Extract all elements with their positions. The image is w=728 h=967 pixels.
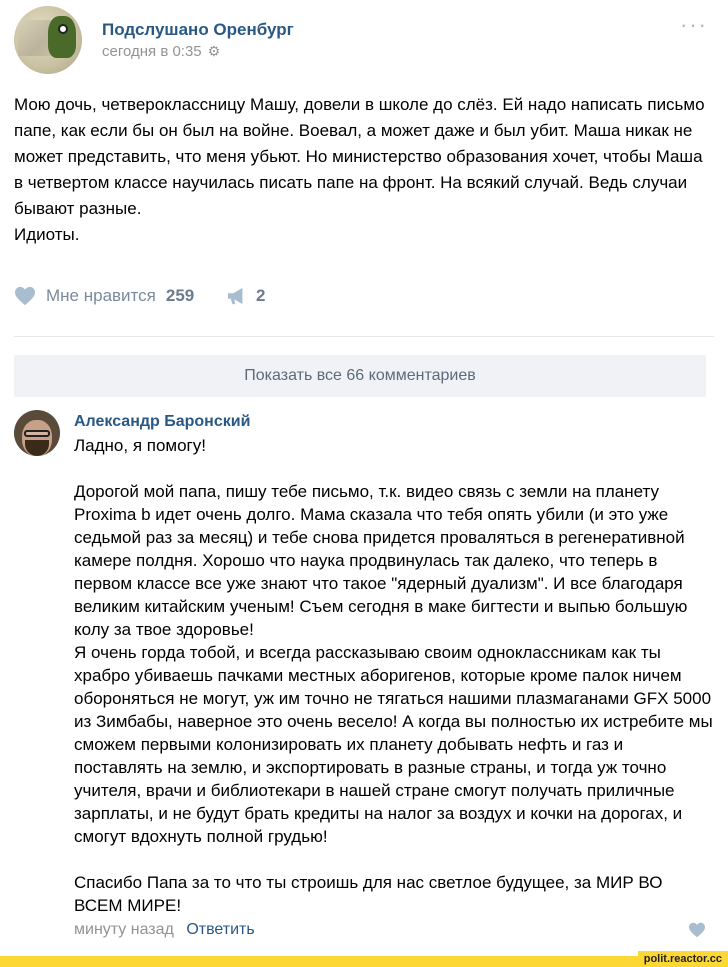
comment-paragraph: Я очень горда тобой, и всегда рассказываю своим одноклассникам как ты храбро убиваешь пачками местных аборигенов, которые кроме палок ничем обороняться не могут, уж им точно не тягаться нашими плазмаганами GFX 5000 из Зимбабы, наверное это очень весело! А когда вы полностью их истребите мы сможем первыми колонизировать их планету добывать нефть и газ и поставлять на землю, и экспортировать в разные страны, и тогда уж точно учителя, врачи и библиотекари в нашей стране смогут получать приличные зарплаты, и не будут брать кредиты на налог за воздух и кочки на дорогах, и смогут вдохнуть полной грудью! bbox=[74, 643, 713, 846]
comment-author-link[interactable]: Александр Баронский bbox=[74, 413, 251, 430]
group-name-link[interactable]: Подслушано Оренбург bbox=[102, 20, 294, 39]
comment-avatar[interactable] bbox=[14, 410, 60, 456]
like-count: 259 bbox=[165, 286, 195, 305]
post-time-text[interactable]: сегодня в 0:35 bbox=[102, 43, 202, 60]
heart-icon[interactable] bbox=[688, 922, 706, 938]
comment-paragraph: Ладно, я помогу! bbox=[74, 436, 206, 455]
comment-paragraph: Спасибо Папа за то что ты строишь для нас светлое будущее, за МИР ВО ВСЕМ МИРЕ! bbox=[74, 873, 663, 915]
share-button[interactable] bbox=[226, 286, 265, 306]
post-text-paragraph: Идиоты. bbox=[14, 225, 80, 244]
comment-time[interactable]: минуту назад bbox=[74, 921, 174, 938]
megaphone-icon bbox=[226, 286, 248, 306]
post-header bbox=[14, 6, 714, 72]
divider bbox=[14, 336, 714, 337]
avatar-glasses bbox=[24, 430, 50, 437]
comment-spacer bbox=[74, 848, 714, 871]
heart-icon bbox=[14, 286, 36, 306]
watermark: polit.reactor.cc bbox=[638, 951, 728, 967]
bottom-bar bbox=[0, 956, 728, 967]
comment-meta bbox=[74, 921, 255, 939]
more-icon[interactable]: ··· bbox=[680, 12, 708, 37]
show-all-comments-button[interactable]: Показать все 66 комментариев bbox=[14, 355, 706, 397]
comment-paragraph: Дорогой мой папа, пишу тебе письмо, т.к. видео связь с земли на планету Proxima b идет очень долго. Мама сказала что тебя опять убили (и это уже седьмой раз за месяц) и тебе снова придется проваляться в регенеративной камере полдня. Хорошо что наука продвинулась так далеко, что теперь в первом классе все уже знают что такое "ядерный дуализм". И все благодаря великим китайским ученым! Съем сегодня в маке бигтести и выпью большую колу за твое здоровье! bbox=[74, 482, 688, 639]
post-actions bbox=[14, 286, 714, 314]
avatar-bird bbox=[48, 16, 76, 58]
post-text bbox=[14, 92, 714, 248]
like-label: Мне нравится bbox=[46, 286, 156, 305]
gear-icon[interactable]: ⚙ bbox=[207, 43, 221, 59]
post-time[interactable] bbox=[102, 43, 220, 60]
group-avatar[interactable] bbox=[14, 6, 82, 74]
comment-text bbox=[74, 434, 714, 917]
share-count: 2 bbox=[256, 286, 266, 305]
like-button[interactable] bbox=[14, 286, 194, 306]
reply-button[interactable]: Ответить bbox=[186, 921, 255, 938]
avatar-bird-eye bbox=[58, 24, 68, 34]
comment-spacer bbox=[74, 457, 714, 480]
post-text-paragraph: Мою дочь, четвероклассницу Машу, довели в школе до слёз. Ей надо написать письмо папе, как если бы он был на войне. Воевал, а может даже и был убит. Маша никак не может представить, что меня убьют. Но министерство образования хочет, чтобы Маша в четвертом классе научилась писать папе на фронт. На всякий случай. Ведь случаи бывают разные. bbox=[14, 95, 705, 218]
